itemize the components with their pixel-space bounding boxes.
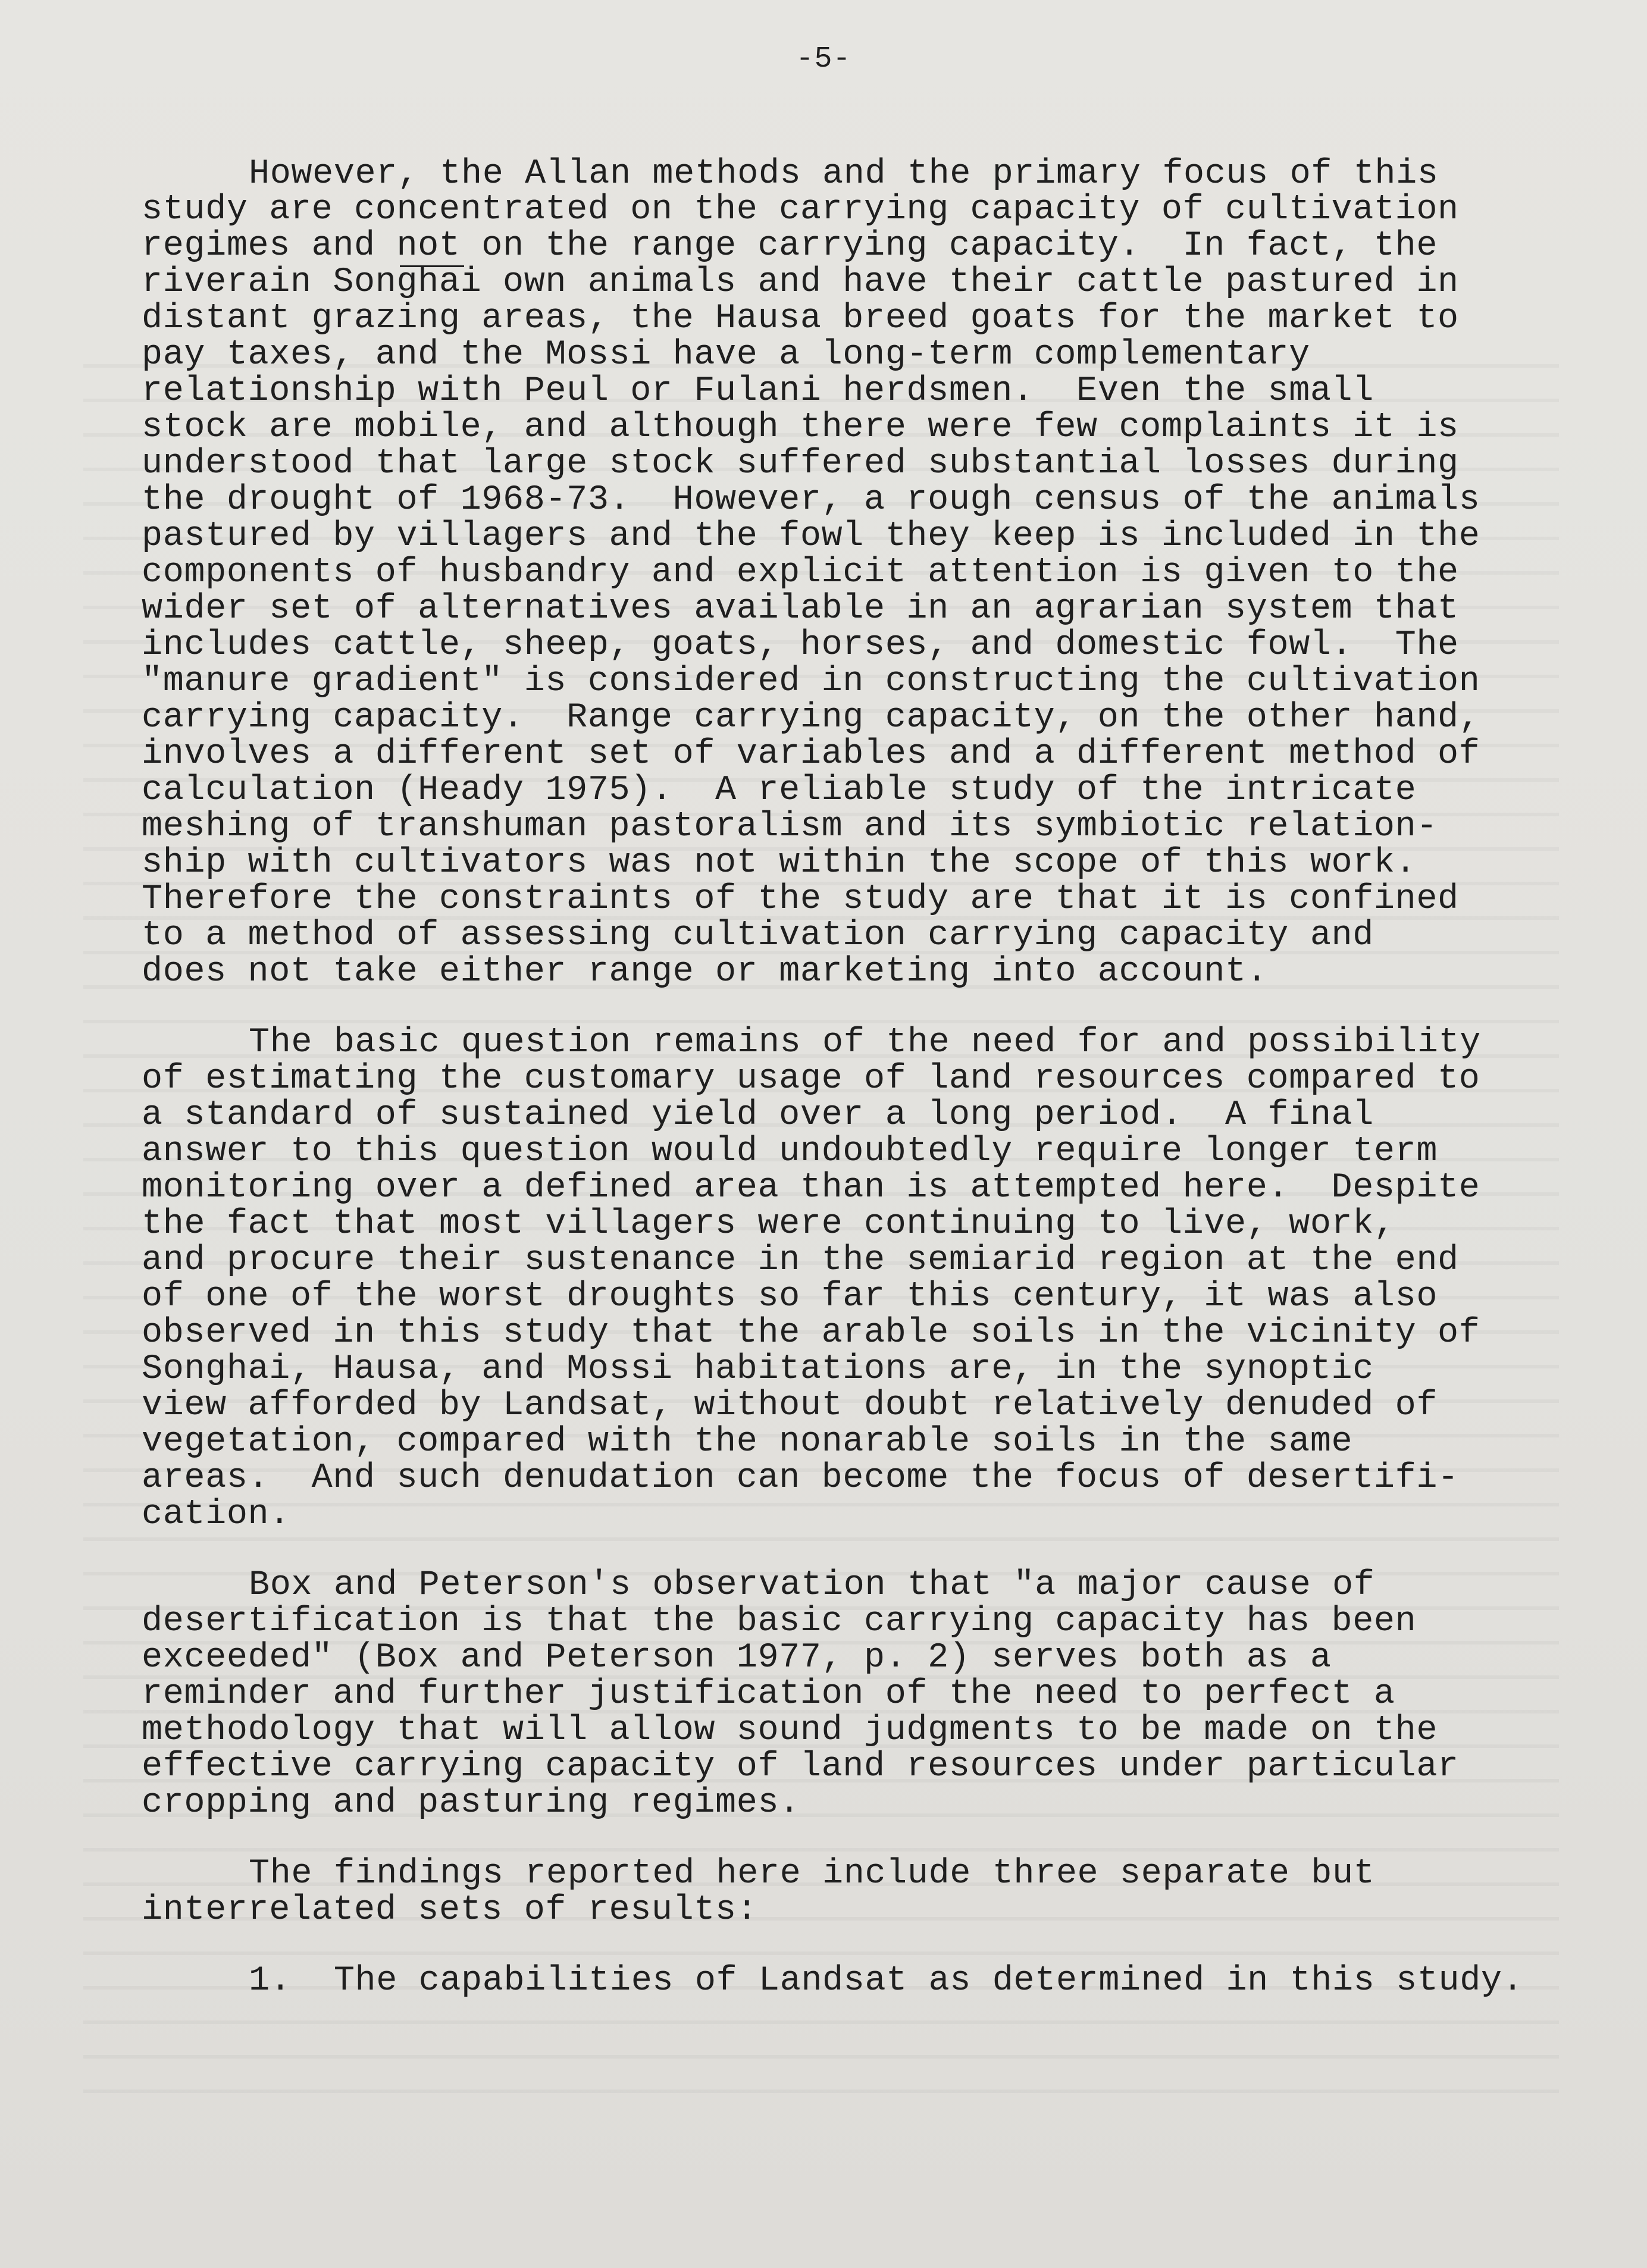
text-line: answer to this question would undoubtedly require longer term bbox=[142, 1131, 1438, 1171]
text-line: Therefore the constraints of the study are that it is confined bbox=[142, 879, 1459, 919]
text-line: The basic question remains of the need for and possibility bbox=[249, 1022, 1481, 1062]
text-line: desertification is that the basic carrying capacity has been bbox=[142, 1601, 1417, 1641]
text-line: to a method of assessing cultivation carrying capacity and bbox=[142, 915, 1374, 955]
text-line: study are concentrated on the carrying capacity of cultivation bbox=[142, 189, 1459, 229]
text-line: meshing of transhuman pastoralism and its symbiotic relation- bbox=[142, 806, 1438, 846]
text-line: of one of the worst droughts so far this century, it was also bbox=[142, 1276, 1438, 1316]
text-line: effective carrying capacity of land resources under particular bbox=[142, 1746, 1459, 1786]
text-line: Songhai, Hausa, and Mossi habitations are, in the synoptic bbox=[142, 1349, 1374, 1389]
text-line: components of husbandry and explicit attention is given to the bbox=[142, 552, 1459, 592]
text-line: methodology that will allow sound judgments to be made on the bbox=[142, 1710, 1438, 1750]
text-line: the drought of 1968-73. However, a rough census of the animals bbox=[142, 480, 1480, 519]
text-line: distant grazing areas, the Hausa breed goats for the market to bbox=[142, 298, 1459, 338]
text-line: ship with cultivators was not within the scope of this work. bbox=[142, 842, 1417, 882]
text-line: regimes and not on the range carrying capacity. In fact, the bbox=[142, 225, 1438, 265]
text-line: riverain Songhai own animals and have their cattle pastured in bbox=[142, 262, 1459, 302]
text-line: does not take either range or marketing into account. bbox=[142, 951, 1268, 991]
text-line: observed in this study that the arable soils in the vicinity of bbox=[142, 1312, 1480, 1352]
text-line: the fact that most villagers were continuing to live, work, bbox=[142, 1204, 1395, 1243]
text-line: pastured by villagers and the fowl they keep is included in the bbox=[142, 516, 1480, 556]
text-line: areas. And such denudation can become the focus of desertifi- bbox=[142, 1458, 1459, 1498]
text-line: and procure their sustenance in the semiarid region at the end bbox=[142, 1240, 1459, 1280]
text-line: The findings reported here include three separate but bbox=[249, 1853, 1375, 1893]
text-line: pay taxes, and the Mossi have a long-term complementary bbox=[142, 334, 1310, 374]
text-line: However, the Allan methods and the primary focus of this bbox=[249, 154, 1439, 193]
text-line: calculation (Heady 1975). A reliable study of the intricate bbox=[142, 770, 1417, 810]
text-line: understood that large stock suffered substantial losses during bbox=[142, 443, 1459, 483]
text-line: "manure gradient" is considered in constructing the cultivation bbox=[142, 661, 1480, 701]
text-line: stock are mobile, and although there were few complaints it is bbox=[142, 407, 1459, 447]
text-line: cation. bbox=[142, 1494, 290, 1534]
text-line: Box and Peterson's observation that "a major cause of bbox=[249, 1565, 1375, 1605]
text-line: view afforded by Landsat, without doubt relatively denuded of bbox=[142, 1385, 1438, 1425]
text-line: reminder and further justification of the need to perfect a bbox=[142, 1674, 1395, 1713]
text-line: cropping and pasturing regimes. bbox=[142, 1783, 800, 1822]
text-line: includes cattle, sheep, goats, horses, and domestic fowl. The bbox=[142, 625, 1459, 665]
numbered-list-item: 1. The capabilities of Landsat as determined in this study. bbox=[249, 1960, 1524, 2000]
text-line: carrying capacity. Range carrying capacity, on the other hand, bbox=[142, 697, 1480, 737]
text-line: relationship with Peul or Fulani herdsmen. Even the small bbox=[142, 371, 1374, 411]
text-line: of estimating the customary usage of land resources compared to bbox=[142, 1058, 1480, 1098]
text-line: a standard of sustained yield over a long period. A final bbox=[142, 1095, 1374, 1135]
text-line: monitoring over a defined area than is attempted here. Despite bbox=[142, 1167, 1480, 1207]
text-line: interrelated sets of results: bbox=[142, 1890, 758, 1929]
page-number: -5- bbox=[796, 42, 851, 76]
text-line: wider set of alternatives available in an agrarian system that bbox=[142, 588, 1459, 628]
text-line: involves a different set of variables and a different method of bbox=[142, 734, 1480, 773]
text-line: vegetation, compared with the nonarable soils in the same bbox=[142, 1421, 1353, 1461]
text-line: exceeded" (Box and Peterson 1977, p. 2) serves both as a bbox=[142, 1637, 1332, 1677]
